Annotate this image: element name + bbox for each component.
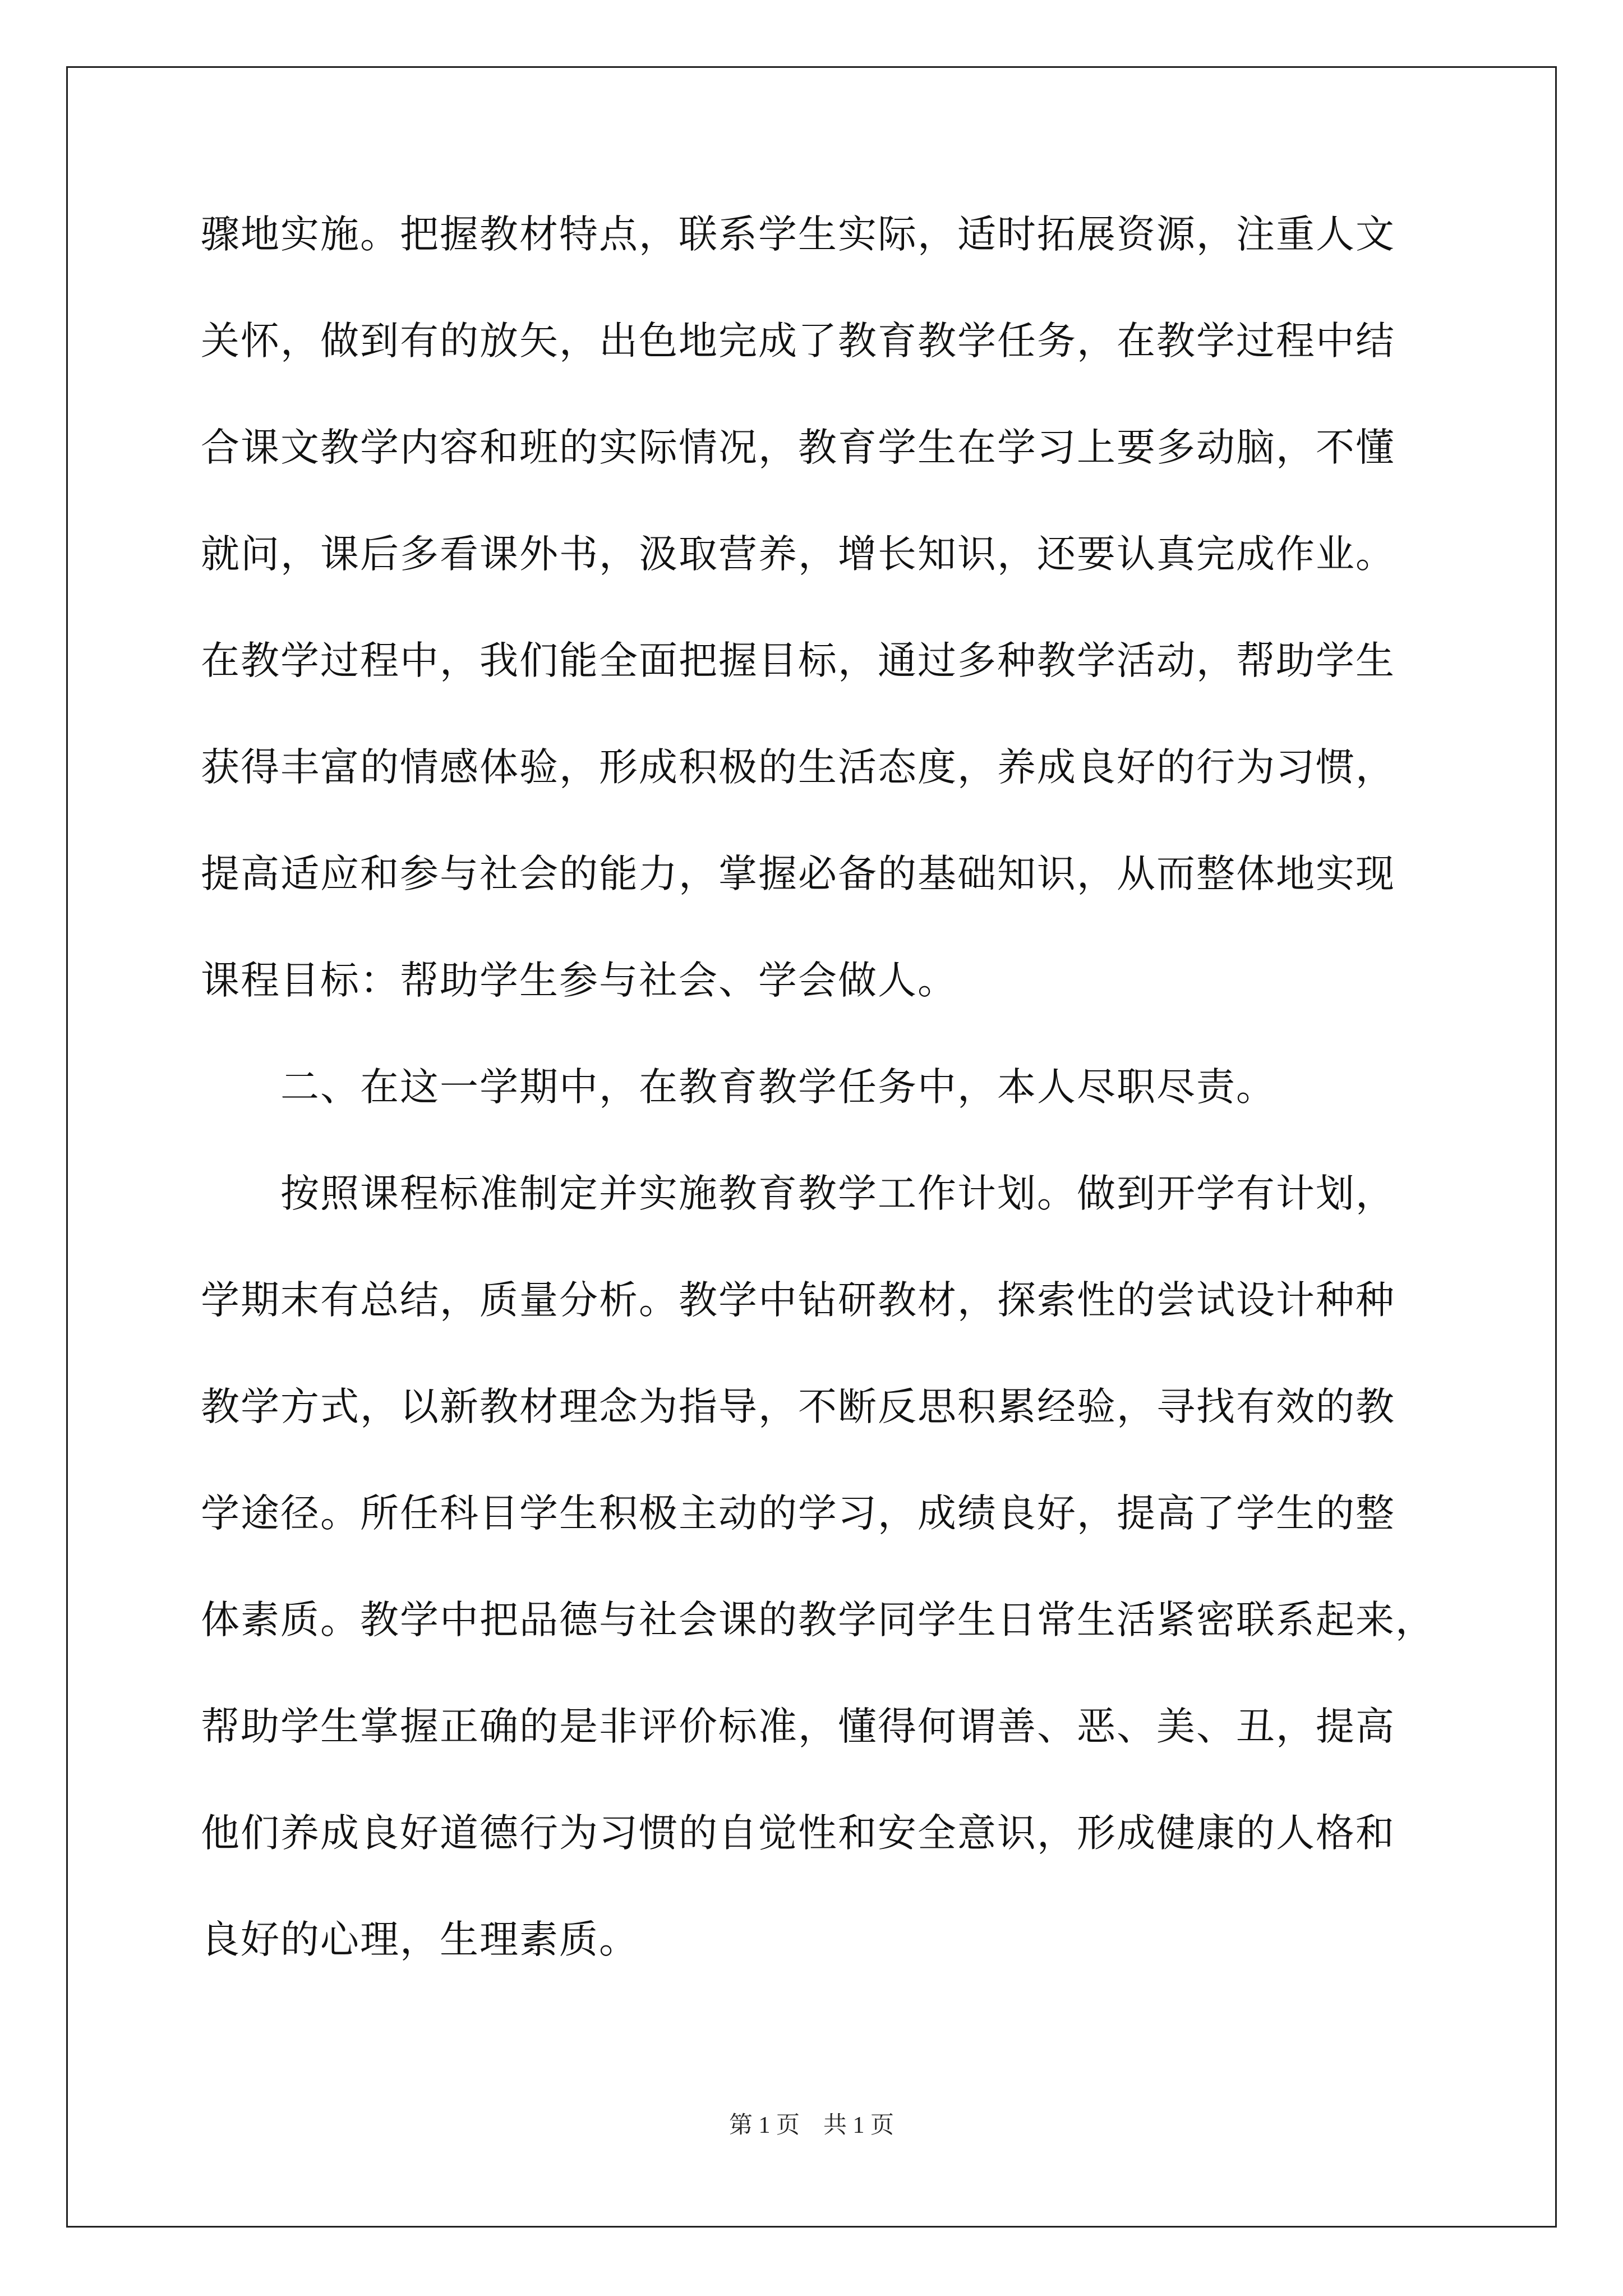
text-line: 体素质。教学中把品德与社会课的教学同学生日常生活紧密联系起来，: [201, 1598, 1435, 1642]
text-line: 帮助学生掌握正确的是非评价标准，懂得何谓善、恶、美、丑，提高: [201, 1704, 1395, 1749]
text-line: 合课文教学内容和班的实际情况，教育学生在学习上要多动脑，不懂: [201, 425, 1395, 470]
text-line: 学途径。所任科目学生积极主动的学习，成绩良好，提高了学生的整: [201, 1491, 1395, 1536]
text-line: 教学方式，以新教材理念为指导，不断反思积累经验，寻找有效的教: [201, 1384, 1395, 1429]
text-line: 课程目标：帮助学生参与社会、学会做人。: [201, 958, 957, 1003]
text-line: 良好的心理，生理素质。: [201, 1917, 639, 1962]
text-line: 按照课程标准制定并实施教育教学工作计划。做到开学有计划，: [201, 1171, 1395, 1216]
text-line: 骤地实施。把握教材特点，联系学生实际，适时拓展资源，注重人文: [201, 212, 1395, 257]
paragraph-heading: 二、在这一学期中，在教育教学任务中，本人尽职尽责。: [201, 1065, 1276, 1110]
text-line: 获得丰富的情感体验，形成积极的生活态度，养成良好的行为习惯，: [201, 745, 1395, 790]
document-body: [201, 206, 1435, 2018]
text-line: 关怀，做到有的放矢，出色地完成了教育教学任务，在教学过程中结: [201, 319, 1395, 364]
text-line: 提高适应和参与社会的能力，掌握必备的基础知识，从而整体地实现: [201, 852, 1395, 896]
page-footer: 第 1 页 共 1 页: [728, 2113, 894, 2138]
text-line: 他们养成良好道德行为习惯的自觉性和安全意识，形成健康的人格和: [201, 1811, 1395, 1856]
text-line: 学期末有总结，质量分析。教学中钻研教材，探索性的尝试设计种种: [201, 1278, 1395, 1323]
text-line: 就问，课后多看课外书，汲取营养，增长知识，还要认真完成作业。: [201, 532, 1395, 577]
text-line: 在教学过程中，我们能全面把握目标，通过多种教学活动，帮助学生: [201, 638, 1395, 683]
